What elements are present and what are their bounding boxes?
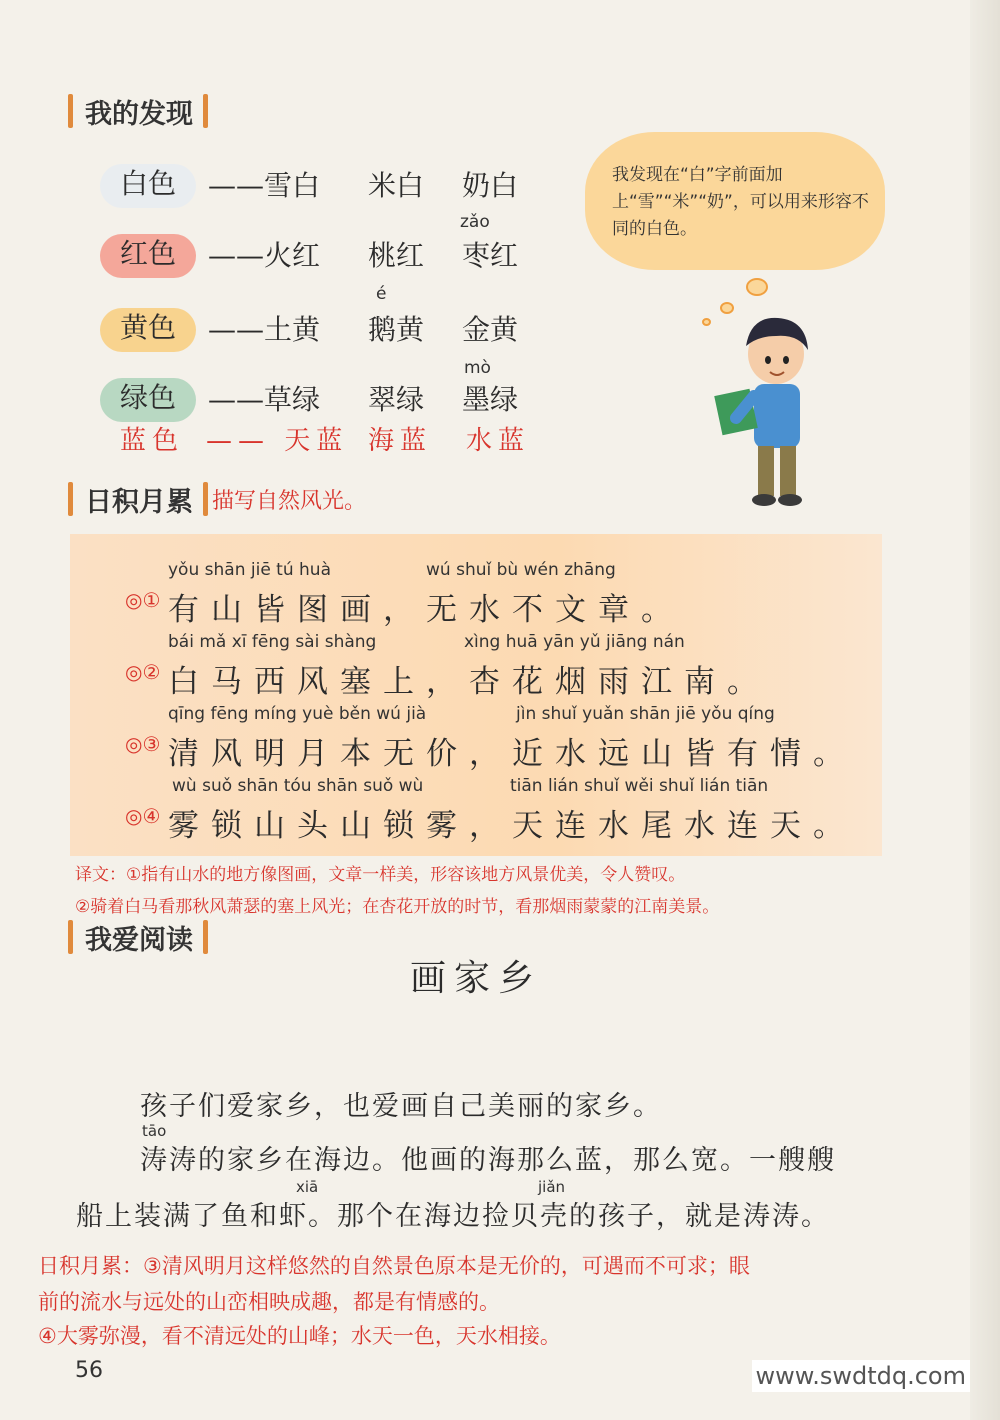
header-bar (68, 920, 73, 954)
header-bar (68, 94, 73, 128)
color-word: ——土黄 (208, 313, 321, 346)
story-paragraph: 涛涛的家乡在海边。他画的海那么蓝，那么宽。一艘艘 (140, 1145, 836, 1176)
color-row-white (100, 152, 550, 208)
header-bar (203, 94, 208, 128)
note-line: ④大雾弥漫，看不清远处的山峰；水天一色，天水相接。 (38, 1324, 561, 1348)
accumulation-subtitle: 描写自然风光。 (212, 488, 367, 514)
proverb-line (120, 560, 880, 630)
proverb-pinyin: qīng fēng míng yuè běn wú jià (168, 704, 427, 724)
translation-line: ②骑着白马看那秋风萧瑟的塞上风光；在杏花开放的时节，看那烟雨蒙蒙的江南美景。 (75, 897, 720, 917)
note-line: 日积月累：③清风明月这样悠然的自然景色原本是无价的，可遇而不可求；眼 (38, 1254, 750, 1278)
proverb-line (120, 704, 880, 774)
proverb-pinyin: wù suǒ shān tóu shān suǒ wù (172, 776, 424, 796)
color-label: 白色 (119, 167, 176, 200)
proverb-number: ◎② (125, 660, 161, 684)
proverb-text: 白马西风塞上，杏花烟雨江南。 (168, 664, 770, 700)
header-bar (203, 920, 208, 954)
color-label: 黄色 (119, 311, 176, 344)
blue-word: 海蓝 (368, 426, 433, 456)
page-edge (970, 0, 1000, 1420)
watermark: www.swdtdq.com (752, 1360, 970, 1392)
color-word: ——草绿 (208, 383, 321, 416)
proverb-pinyin: yǒu shān jiē tú huà (168, 560, 331, 580)
proverb-pinyin: bái mǎ xī fēng sài shàng (168, 632, 377, 652)
color-word: 墨绿 (462, 383, 519, 416)
proverb-text: 清风明月本无价，近水远山皆有情。 (168, 736, 856, 772)
pinyin-tao: tāo (142, 1122, 167, 1140)
story-title: 画家乡 (410, 958, 543, 999)
story-paragraph: 孩子们爱家乡，也爱画自己美丽的家乡。 (140, 1091, 662, 1122)
boy-reading-illustration (706, 306, 836, 508)
blue-label: 蓝色 (120, 426, 185, 456)
pinyin-mo: mò (464, 358, 491, 378)
accumulation-title: 日积月累 (85, 486, 193, 518)
color-word: 鹅黄 (368, 313, 425, 346)
bubble-text: 我发现在“白”字前面加上“雪”“米”“奶”，可以用来形容不同的白色。 (612, 165, 869, 239)
header-bar (203, 482, 208, 516)
color-label: 红色 (119, 237, 176, 270)
discovery-title: 我的发现 (85, 98, 193, 130)
discovery-header (68, 92, 208, 130)
proverb-text: 雾锁山头山锁雾，天连水尾水连天。 (168, 808, 856, 844)
proverb-line (120, 776, 880, 846)
color-row-green (100, 358, 550, 422)
proverb-line (120, 632, 880, 702)
color-label: 绿色 (119, 381, 176, 414)
page-number: 56 (75, 1358, 103, 1383)
proverb-number: ◎③ (125, 732, 161, 756)
proverb-text: 有山皆图画，无水不文章。 (168, 592, 684, 628)
color-word: 奶白 (462, 169, 519, 202)
translation-line: 译文：①指有山水的地方像图画，文章一样美，形容该地方风景优美，令人赞叹。 (75, 865, 686, 885)
pinyin-xia: xiā (296, 1178, 319, 1196)
bubble-dot (746, 278, 768, 296)
proverb-pinyin: tiān lián shuǐ wěi shuǐ lián tiān (510, 776, 769, 796)
blue-word: —— 天蓝 (206, 426, 349, 456)
proverb-number: ◎① (125, 588, 161, 612)
color-row-yellow (100, 284, 550, 352)
pinyin-e: é (376, 284, 387, 304)
story-paragraph: 船上装满了鱼和虾。那个在海边捡贝壳的孩子，就是涛涛。 (76, 1201, 830, 1232)
reading-title: 我爱阅读 (85, 924, 193, 956)
proverb-pinyin: jìn shuǐ yuǎn shān jiē yǒu qíng (516, 704, 775, 724)
header-bar (68, 482, 73, 516)
pinyin-zao: zǎo (460, 212, 490, 232)
color-word: 翠绿 (368, 383, 425, 416)
color-word: ——雪白 (208, 169, 321, 202)
color-word: 金黄 (462, 313, 519, 346)
note-line: 前的流水与远处的山峦相映成趣，都是有情感的。 (38, 1290, 500, 1314)
color-word: 米白 (368, 169, 425, 202)
color-word: 桃红 (368, 239, 425, 272)
pinyin-jian: jiǎn (538, 1178, 566, 1196)
blue-word: 水蓝 (466, 426, 531, 456)
proverb-pinyin: xìng huā yān yǔ jiāng nán (464, 632, 685, 652)
proverb-number: ◎④ (125, 804, 161, 828)
accumulation-header (68, 480, 366, 518)
reading-header (68, 918, 208, 956)
proverb-pinyin: wú shuǐ bù wén zhāng (426, 560, 616, 580)
color-word: 枣红 (462, 239, 519, 272)
color-word: ——火红 (208, 239, 321, 272)
color-row-red (100, 212, 550, 278)
